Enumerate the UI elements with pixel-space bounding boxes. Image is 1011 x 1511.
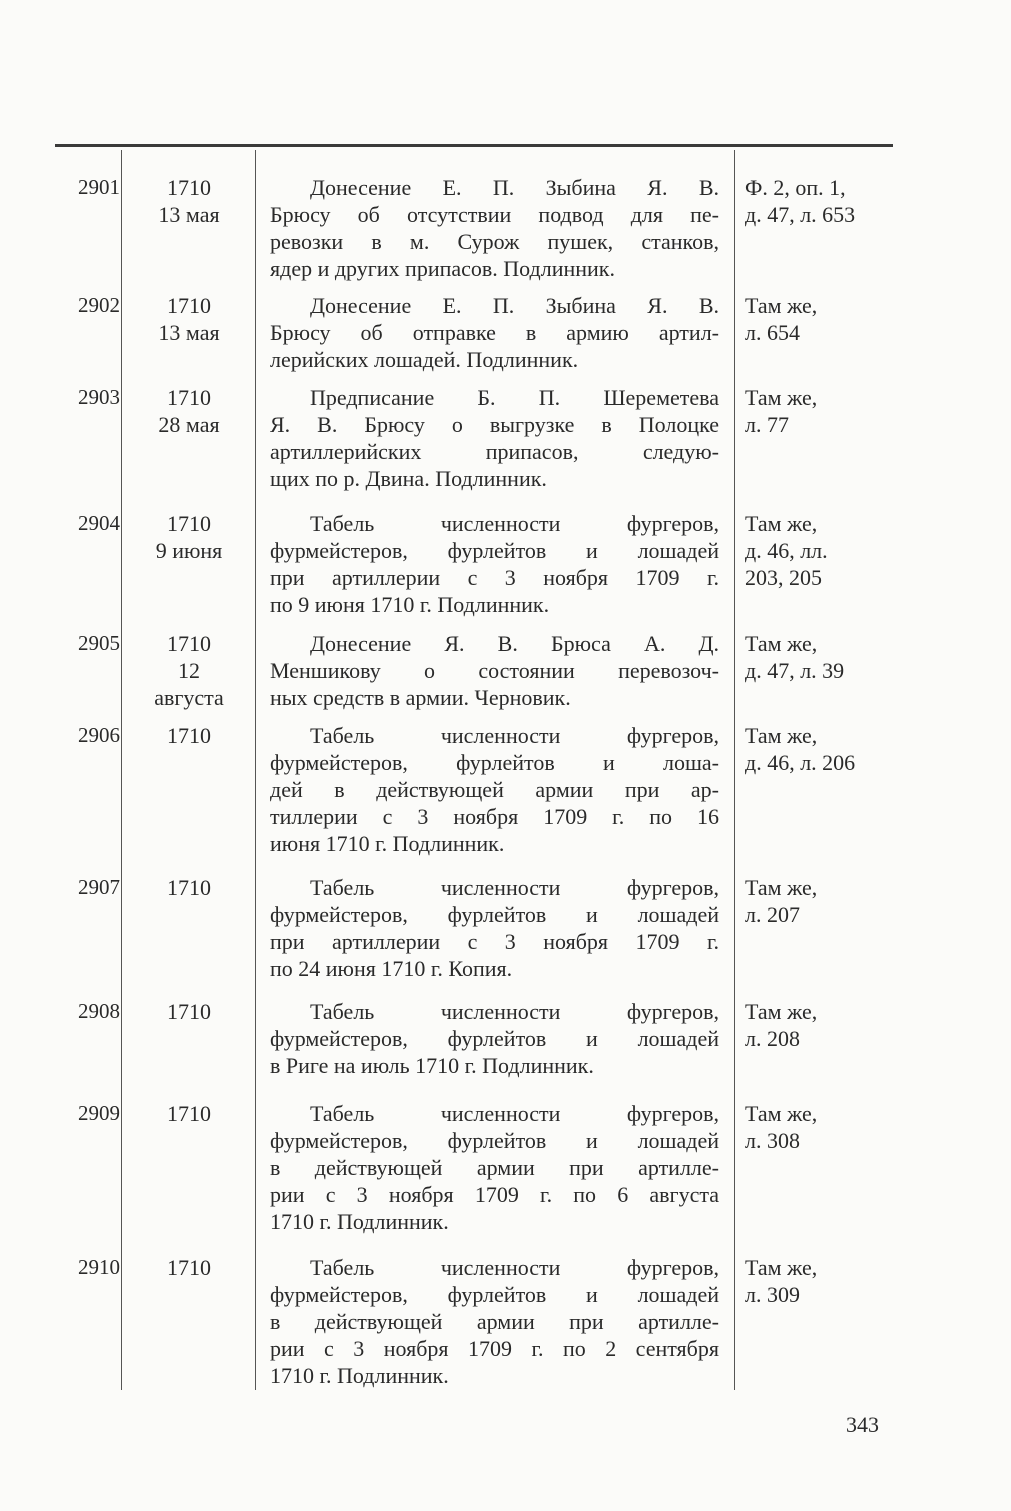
record-description — [270, 874, 719, 982]
description-line: фурмейстеров, фурлейтов и лоша- — [270, 750, 719, 775]
reference-line: Там же, — [745, 1255, 818, 1280]
record-number: 2908 — [78, 999, 120, 1023]
column-divider — [255, 150, 256, 1390]
date-line: 1710 — [167, 723, 211, 748]
description-line: по 24 июня 1710 г. Копия. — [270, 956, 513, 981]
description-line: ных средств в армии. Черновик. — [270, 685, 571, 710]
reference-line: Там же, — [745, 723, 818, 748]
record-number: 2904 — [78, 511, 120, 535]
archive-reference — [745, 384, 905, 438]
reference-line: Там же, — [745, 293, 818, 318]
page-number: 343 — [846, 1412, 879, 1437]
description-line: в действующей армии при артилле- — [270, 1309, 719, 1334]
description-line: ревозки в м. Сурож пушек, станков, — [270, 229, 719, 254]
record-description — [270, 1100, 719, 1235]
record-description — [270, 722, 719, 857]
record-description — [270, 384, 719, 492]
description-line: артиллерийских припасов, следую- — [270, 439, 719, 464]
description-line: по 9 июня 1710 г. Подлинник. — [270, 592, 550, 617]
archive-reference — [745, 1254, 905, 1308]
date-line: 13 мая — [158, 202, 220, 227]
reference-line: Там же, — [745, 631, 818, 656]
description-line: фурмейстеров, фурлейтов и лошадей — [270, 1128, 719, 1153]
column-divider — [121, 150, 122, 1390]
archive-reference — [745, 874, 905, 928]
description-line: щих по р. Двина. Подлинник. — [270, 466, 547, 491]
description-line: Табель численности фургеров, — [310, 511, 719, 536]
date-line: 1710 — [167, 999, 211, 1024]
archive-reference — [745, 174, 905, 228]
description-line: фурмейстеров, фурлейтов и лошадей — [270, 902, 719, 927]
date-line: 1710 — [167, 385, 211, 410]
description-line: Брюсу об отсутствии подвод для пе- — [270, 202, 719, 227]
description-line: ядер и других припасов. Подлинник. — [270, 256, 615, 281]
description-line: июня 1710 г. Подлинник. — [270, 831, 505, 856]
description-line: фурмейстеров, фурлейтов и лошадей — [270, 1282, 719, 1307]
record-description — [270, 292, 719, 373]
record-description — [270, 630, 719, 711]
date-line: 1710 — [167, 875, 211, 900]
reference-line: Там же, — [745, 999, 818, 1024]
description-line: при артиллерии с 3 ноября 1709 г. — [270, 929, 719, 954]
description-line: Табель численности фургеров, — [310, 875, 719, 900]
description-line: в действующей армии при артилле- — [270, 1155, 719, 1180]
date-line: 1710 — [167, 631, 211, 656]
record-date — [125, 630, 253, 711]
date-line: 1710 — [167, 1101, 211, 1126]
record-date — [125, 1100, 253, 1127]
description-line: Табель численности фургеров, — [310, 1101, 719, 1126]
description-line: Донесение Я. В. Брюса А. Д. — [310, 631, 719, 656]
description-line: дей в действующей армии при ар- — [270, 777, 719, 802]
date-line: 1710 — [167, 511, 211, 536]
reference-line: Там же, — [745, 1101, 818, 1126]
record-date — [125, 384, 253, 438]
description-line: Брюсу об отправке в армию артил- — [270, 320, 719, 345]
record-date — [125, 1254, 253, 1281]
date-line: 9 июня — [155, 538, 223, 563]
record-number: 2907 — [78, 875, 120, 899]
description-line: 1710 г. Подлинник. — [270, 1209, 449, 1234]
reference-line: Ф. 2, оп. 1, — [745, 175, 846, 200]
reference-line: Там же, — [745, 511, 818, 536]
reference-line: л. 77 — [745, 412, 789, 437]
reference-line: л. 308 — [745, 1128, 800, 1153]
record-date — [125, 874, 253, 901]
description-line: лерийских лошадей. Подлинник. — [270, 347, 579, 372]
record-date — [125, 722, 253, 749]
date-line: 1710 — [167, 293, 211, 318]
record-date — [125, 510, 253, 564]
record-number: 2906 — [78, 723, 120, 747]
archive-reference — [745, 630, 905, 684]
record-number: 2903 — [78, 385, 120, 409]
record-date — [125, 292, 253, 346]
description-line: в Риге на июль 1710 г. Подлинник. — [270, 1053, 594, 1078]
description-line: Табель численности фургеров, — [310, 999, 719, 1024]
reference-line: д. 47, л. 653 — [745, 202, 856, 227]
archive-reference — [745, 998, 905, 1052]
date-line: 1710 — [167, 1255, 211, 1280]
record-number: 2902 — [78, 293, 120, 317]
reference-line: л. 654 — [745, 320, 800, 345]
reference-line: л. 309 — [745, 1282, 800, 1307]
record-description — [270, 174, 719, 282]
archive-reference — [745, 292, 905, 346]
date-line: 1710 — [167, 175, 211, 200]
reference-line: Там же, — [745, 875, 818, 900]
description-line: Табель численности фургеров, — [310, 1255, 719, 1280]
record-description — [270, 998, 719, 1079]
reference-line: л. 208 — [745, 1026, 800, 1051]
record-number: 2901 — [78, 175, 120, 199]
record-number: 2909 — [78, 1101, 120, 1125]
archive-reference — [745, 1100, 905, 1154]
archive-reference — [745, 510, 905, 591]
reference-line: д. 46, лл. — [745, 538, 828, 563]
record-description — [270, 1254, 719, 1389]
description-line: 1710 г. Подлинник. — [270, 1363, 449, 1388]
description-line: Предписание Б. П. Шереметева — [310, 385, 719, 410]
description-line: Меншикову о состоянии перевозоч- — [270, 658, 719, 683]
record-number: 2905 — [78, 631, 120, 655]
description-line: тиллерии с 3 ноября 1709 г. по 16 — [270, 804, 719, 829]
reference-line: д. 46, л. 206 — [745, 750, 856, 775]
reference-line: 203, 205 — [745, 565, 822, 590]
reference-line: л. 207 — [745, 902, 800, 927]
description-line: при артиллерии с 3 ноября 1709 г. — [270, 565, 719, 590]
date-line: 13 мая — [158, 320, 220, 345]
archive-reference — [745, 722, 905, 776]
reference-line: Там же, — [745, 385, 818, 410]
description-line: рии с 3 ноября 1709 г. по 2 сентября — [270, 1336, 719, 1361]
date-line: 12 — [178, 658, 200, 683]
description-line: рии с 3 ноября 1709 г. по 6 августа — [270, 1182, 719, 1207]
record-description — [270, 510, 719, 618]
description-line: фурмейстеров, фурлейтов и лошадей — [270, 538, 719, 563]
description-line: Я. В. Брюсу о выгрузке в Полоцке — [270, 412, 719, 437]
description-line: фурмейстеров, фурлейтов и лошадей — [270, 1026, 719, 1051]
date-line: 28 мая — [158, 412, 220, 437]
description-line: Донесение Е. П. Зыбина Я. В. — [310, 293, 719, 318]
description-line: Табель численности фургеров, — [310, 723, 719, 748]
record-date — [125, 174, 253, 228]
record-date — [125, 998, 253, 1025]
reference-line: д. 47, л. 39 — [745, 658, 845, 683]
column-divider — [734, 150, 735, 1390]
top-rule — [55, 144, 893, 147]
description-line: Донесение Е. П. Зыбина Я. В. — [310, 175, 719, 200]
date-line: августа — [154, 685, 224, 710]
record-number: 2910 — [78, 1255, 120, 1279]
